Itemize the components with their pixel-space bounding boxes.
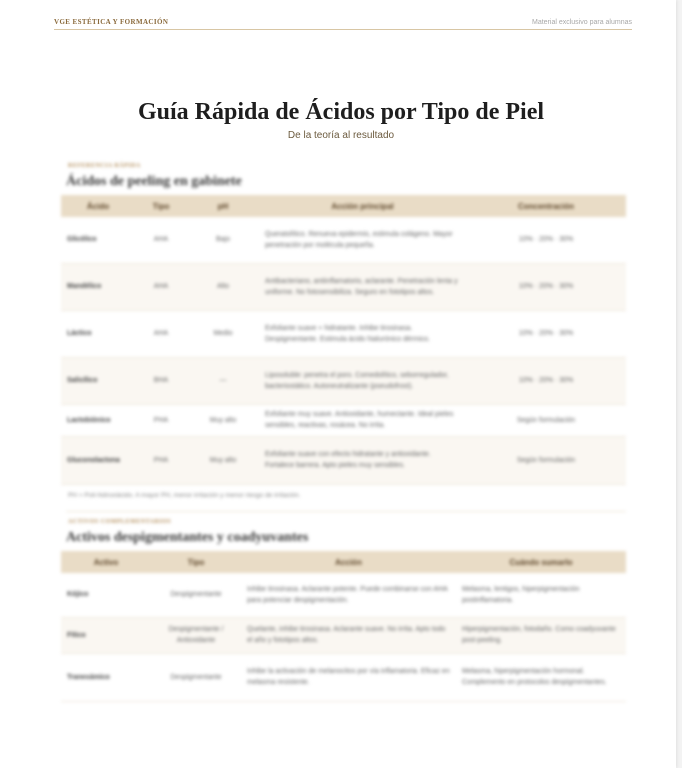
table-row — [61, 310, 626, 357]
table-row — [61, 404, 626, 436]
table-row — [61, 357, 626, 404]
table-cell: Gluconolactona — [61, 436, 135, 484]
table-cell: Inhibe la activación de melanocitos por vía inflamatoria. Eficaz en melasma resistente. — [241, 653, 456, 701]
table-cell: Inhibe tirosinasa. Aclarante potente. Puede combinarse con AHA para potenciar despigmentación. — [241, 573, 456, 617]
table-cell: Despigmentante / Antioxidante — [151, 617, 241, 653]
table-cell: Queratolítico. Renueva epidermis, estimula colágeno. Mayor penetración por molécula pequeña. — [259, 217, 466, 263]
section2-title: Activos despigmentantes y coadyuvantes — [66, 530, 309, 545]
table-cell: Antibacteriano, antiinflamatorio, aclarante. Penetración lenta y uniforme. No fotosensibiliza. Seguro en fototipos altos. — [259, 263, 466, 310]
table-cell: Medio — [187, 310, 259, 357]
header-note: Material exclusivo para alumnas — [532, 18, 632, 26]
table-cell: Kójico — [61, 573, 151, 617]
column-header: Concentración — [466, 195, 626, 217]
table-cell: 10% · 20% · 30% — [466, 217, 626, 263]
page-title: Guía Rápida de Ácidos por Tipo de Piel — [137, 99, 545, 125]
table-cell: Exfoliante suave con efecto hidratante y antioxidante. Fortalece barrera. Apto pieles muy sensibles. — [259, 436, 466, 484]
table-row — [61, 263, 626, 310]
column-header: pH — [187, 195, 259, 217]
table-cell: Despigmentante — [151, 573, 241, 617]
table-cell: Tranexámico — [61, 653, 151, 701]
table-cell: Mandélico — [61, 263, 135, 310]
table-cell: Hiperpigmentación, fotodaño. Como coadyuvante post-peeling. — [456, 617, 626, 653]
table-cell: 10% · 20% · 30% — [466, 263, 626, 310]
table-cell: AHA — [135, 217, 187, 263]
acids-table — [61, 195, 626, 485]
table-cell: AHA — [135, 263, 187, 310]
table-cell: Quelante, inhibe tirosinasa. Aclarante suave. No irrita. Apto todo el año y fototipos altos. — [241, 617, 456, 653]
table-cell: Melasma, hiperpigmentación hormonal. Complemento en protocolos despigmentantes. — [456, 653, 626, 701]
table-cell: Muy alto — [187, 404, 259, 436]
table-cell: — — [187, 357, 259, 404]
table-row — [61, 217, 626, 263]
table-cell: PHA — [135, 436, 187, 484]
table-cell: Alto — [187, 263, 259, 310]
table-cell: Liposoluble: penetra el poro. Comedolítico, seborregulador, bacteriostático. Autoneutralizante (pseudofrost). — [259, 357, 466, 404]
table-cell: Lactobiónico — [61, 404, 135, 436]
table-row — [61, 436, 626, 484]
table-cell: Glicólico — [61, 217, 135, 263]
column-header: Ácido — [61, 195, 135, 217]
table-cell: AHA — [135, 310, 187, 357]
table-cell: Láctico — [61, 310, 135, 357]
table-footnote: PH = Poli-hidroxiácido. A mayor PH, menor irritación y menor riesgo de irritación. — [68, 492, 301, 499]
section2-eyebrow: ACTIVOS COMPLEMENTARIOS — [68, 519, 172, 525]
table-cell: Melasma, lentigos, hiperpigmentación postinflamatoria. — [456, 573, 626, 617]
table-cell: Según formulación — [466, 404, 626, 436]
column-header: Acción — [241, 551, 456, 573]
section1-title: Ácidos de peeling en gabinete — [66, 174, 242, 189]
column-header: Cuándo sumarlo — [456, 551, 626, 573]
page-subtitle: De la teoría al resultado — [287, 130, 395, 141]
table-cell: Según formulación — [466, 436, 626, 484]
table-row — [61, 617, 626, 653]
actives-table — [61, 551, 626, 702]
section-divider — [66, 511, 626, 512]
column-header: Acción principal — [259, 195, 466, 217]
table-cell: Bajo — [187, 217, 259, 263]
table-cell: BHA — [135, 357, 187, 404]
table-cell: Salicílico — [61, 357, 135, 404]
column-header: Tipo — [135, 195, 187, 217]
table-cell: Despigmentante — [151, 653, 241, 701]
table-cell: 10% · 20% · 30% — [466, 357, 626, 404]
table-cell: 10% · 20% · 30% — [466, 310, 626, 357]
table-cell: Exfoliante muy suave. Antioxidante, humectante. Ideal pieles sensibles, reactivas, rosácea. No irrita. — [259, 404, 466, 436]
table-cell: Exfoliante suave + hidratante. Inhibe tirosinasa. Despigmentante. Estimula ácido hialurónico dérmico. — [259, 310, 466, 357]
brand-name: VGE ESTÉTICA Y FORMACIÓN — [54, 18, 169, 26]
section1-eyebrow: REFERENCIA RÁPIDA — [68, 163, 141, 169]
table-cell: Muy alto — [187, 436, 259, 484]
table-cell: PHA — [135, 404, 187, 436]
table-row — [61, 573, 626, 617]
table-cell: Fítico — [61, 617, 151, 653]
column-header: Activo — [61, 551, 151, 573]
column-header: Tipo — [151, 551, 241, 573]
page-header — [54, 15, 632, 30]
table-row — [61, 653, 626, 701]
